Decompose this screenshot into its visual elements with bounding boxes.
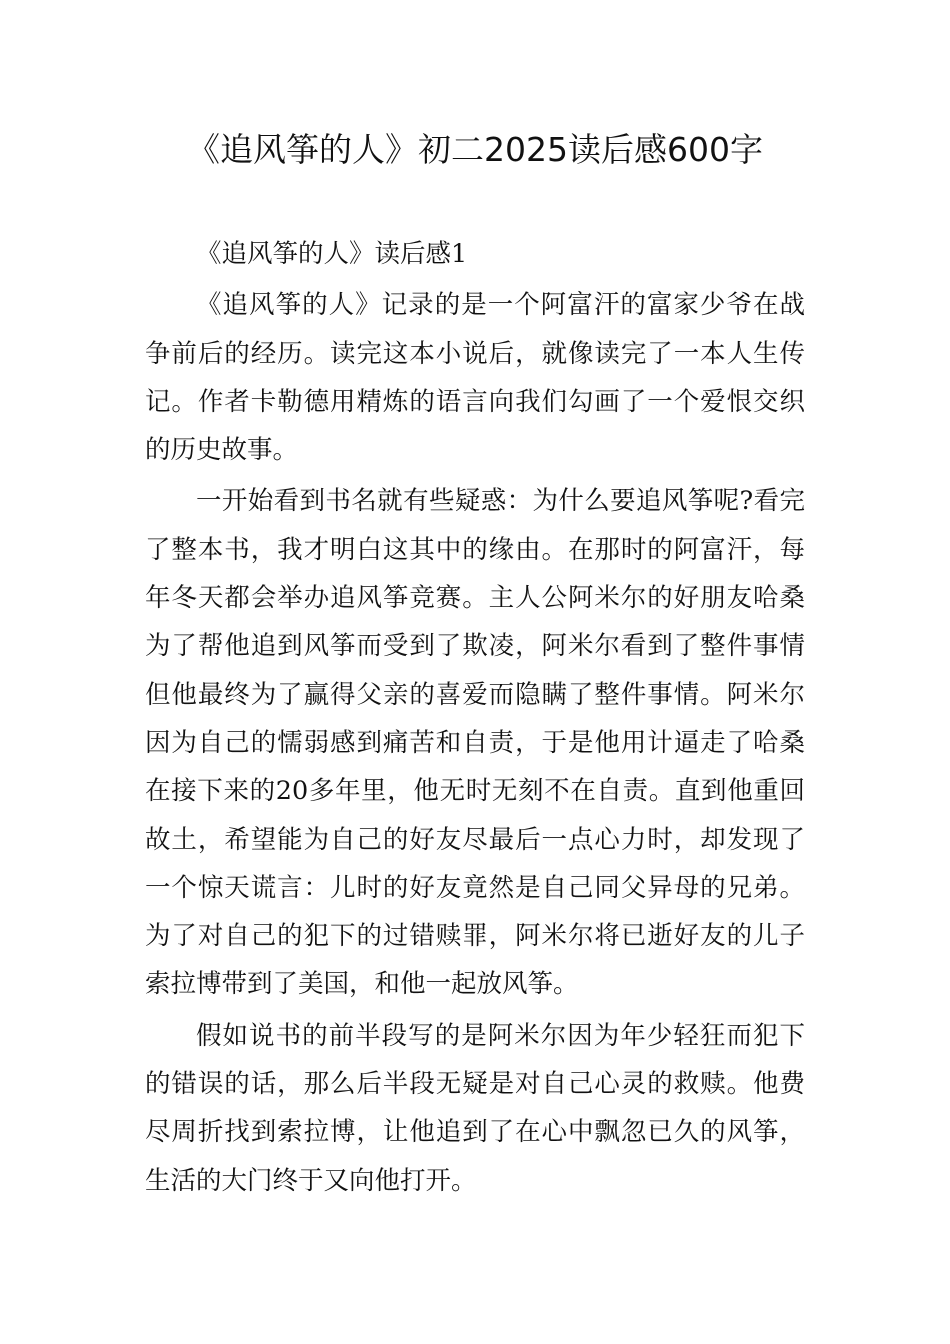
paragraph-2: 一开始看到书名就有些疑惑：为什么要追风筝呢?看完了整本书，我才明白这其中的缘由。在那时的阿富汗，每年冬天都会举办追风筝竞赛。主人公阿米尔的好朋友哈桑为了帮他追到风筝而受到了欺凌，阿米尔看到了整件事情但他最终为了赢得父亲的喜爱而隐瞒了整件事情。阿米尔因为自己的懦弱感到痛苦和自责，于是他用计逼走了哈桑在接下来的20多年里，他无时无刻不在自责。直到他重回故土，希望能为自己的好友尽最后一点心力时，却发现了一个惊天谎言：儿时的好友竟然是自己同父异母的兄弟。为了对自己的犯下的过错赎罪，阿米尔将已逝好友的儿子索拉博带到了美国，和他一起放风筝。 xyxy=(145,486,805,1000)
document-title: 《追风筝的人》初二2025读后感600字 xyxy=(187,130,763,169)
paragraph-3: 假如说书的前半段写的是阿米尔因为年少轻狂而犯下的错误的话，那么后半段无疑是对自己心灵的救赎。他费尽周折找到索拉博，让他追到了在心中飘忽已久的风筝，生活的大门终于又向他打开。 xyxy=(145,1020,805,1196)
document-body xyxy=(145,230,805,1205)
section-heading: 《追风筝的人》读后感1 xyxy=(196,239,468,269)
paragraph-1: 《追风筝的人》记录的是一个阿富汗的富家少爷在战争前后的经历。读完这本小说后，就像读完了一本人生传记。作者卡勒德用精炼的语言向我们勾画了一个爱恨交织的历史故事。 xyxy=(145,290,805,466)
